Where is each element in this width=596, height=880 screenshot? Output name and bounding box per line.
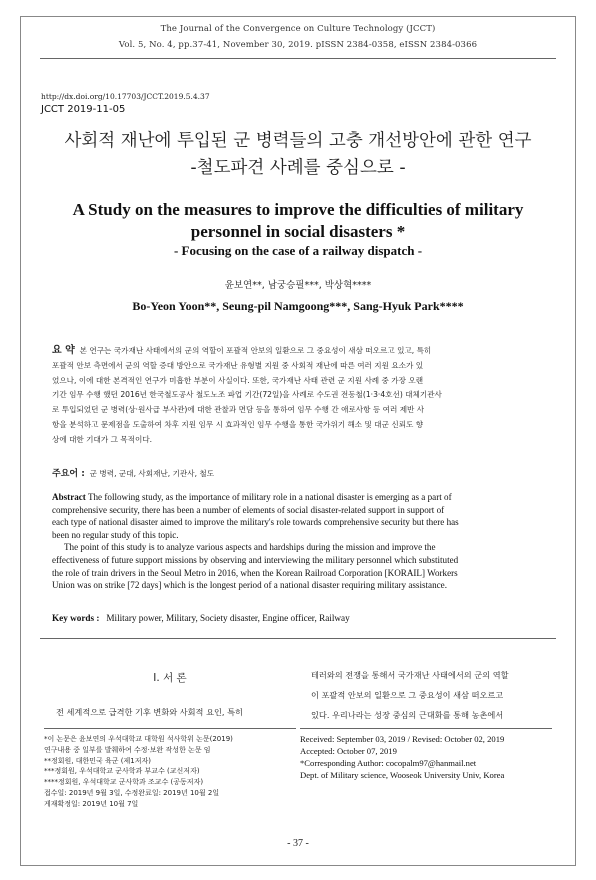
abstract-ko-line: 었으나, 이에 대한 본격적인 연구가 미흡한 부분이 사실이다. 또한, 국가재난 사태 관련 군 지원 사례 중 가장 오랜: [52, 375, 424, 385]
keywords-en-text: Military power, Military, Society disaster, Engine officer, Railway: [106, 613, 350, 623]
abstract-en-line: comprehensive security, there has been a number of elements of social disaster-related support in support of: [52, 504, 445, 515]
article-id: JCCT 2019-11-05: [41, 104, 126, 115]
footnotes: [44, 734, 294, 810]
keywords-ko-label: 주요어 :: [52, 469, 85, 479]
abstract-ko-line: 본 연구는 국가재난 사태에서의 군의 역할이 포괄적 안보의 일환으로 그 중요성이 새삼 떠오르고 있고, 특히: [79, 346, 432, 355]
abstract-en-line: the role of train drivers in the Seoul Metro in 2016, when the Korean Railroad Corporation [KORAIL] Workers: [52, 567, 458, 578]
english-authors: Bo-Yeon Yoon**, Seung-pil Namgoong***, Sang-Hyuk Park****: [132, 299, 464, 313]
abstract-en-line: been no regular study of this topic.: [52, 529, 179, 540]
received-notes: [300, 733, 550, 781]
body-left-column: 전 세계적으로 급격한 기후 변화와 사회적 요인, 특히: [56, 707, 243, 717]
page-number: - 37 -: [287, 838, 309, 849]
english-title-line2: personnel in social disasters *: [190, 222, 406, 241]
english-keywords: [52, 613, 350, 623]
abstract-en-line: The following study, as the importance of military role in a national disaster is emerging as a part of: [87, 492, 452, 502]
footnote-line: ****정회원, 우석대학교 군사학과 조교수 (공동저자): [44, 778, 204, 787]
journal-name: The Journal of the Convergence on Culture Technology (JCCT): [160, 24, 436, 34]
header-divider: [40, 58, 556, 59]
abstract-en-line: Union was on strike [72 days] which is the longest period of a national disaster requiring military assistance.: [52, 580, 447, 591]
received-line: Received: September 03, 2019 / Revised: October 02, 2019: [300, 734, 505, 744]
keywords-ko-text: 군 병력, 군대, 사회재난, 기관사, 철도: [89, 469, 215, 478]
abstract-ko-line: 기간 임무 수행 했던 2016년 한국철도공사 철도노조 파업 기간(72일)을 사례로 수도권 전동철(1·3·4호선) 대체기관사: [52, 390, 442, 400]
english-title-line1: A Study on the measures to improve the difficulties of military: [72, 200, 524, 219]
abstract-divider: [40, 638, 556, 639]
english-abstract: [52, 491, 544, 592]
abstract-en-line: The point of this study is to analyze various aspects and hardships during the mission and improve the: [64, 542, 436, 553]
received-line: Dept. of Military science, Wooseok University Univ, Korea: [300, 770, 505, 780]
korean-title-line2: -철도파견 사례를 중심으로 -: [190, 158, 406, 178]
doi-link[interactable]: http://dx.doi.org/10.17703/JCCT.2019.5.4.37: [41, 92, 210, 101]
abstract-ko-line: 로 투입되었던 군 병력(상·원사급 부사관)에 대한 관찰과 면담 등을 통하여 임무 수행 간 애로사항 등 여러 제반 사: [52, 405, 425, 415]
footnote-line: *이 논문은 윤보연의 우석대학교 대학원 석사학위 논문(2019): [44, 735, 233, 743]
received-line: Accepted: October 07, 2019: [300, 746, 397, 756]
corresponding-author-line[interactable]: *Corresponding Author: cocopalm97@hanmail.net: [300, 758, 477, 768]
section-title: Ⅰ. 서 론: [153, 672, 187, 684]
body-right-line: 이 포괄적 안보의 일환으로 그 중요성이 새삼 떠오르고: [311, 690, 504, 700]
footnote-divider-right: [300, 728, 552, 729]
body-right-column: [311, 665, 553, 725]
abstract-ko-label: 요 약: [52, 345, 75, 356]
abstract-ko-line: 포괄적 안보 측면에서 군의 역할 증대 방안으로 국가재난 유형별 지원 중 사회적 재난에 따른 여러 지원 요소가 있: [52, 360, 424, 370]
korean-abstract: [52, 344, 542, 448]
footnote-divider-left: [44, 728, 296, 729]
keywords-en-label: Key words :: [52, 613, 100, 623]
footnote-line: 게재확정일: 2019년 10월 7일: [44, 799, 139, 808]
body-right-line: 테러와의 전쟁을 통해서 국가재난 사태에서의 군의 역할: [311, 670, 509, 680]
english-subtitle: - Focusing on the case of a railway dispatch -: [173, 243, 423, 258]
korean-title-line1: 사회적 재난에 투입된 군 병력들의 고충 개선방안에 관한 연구: [64, 131, 532, 151]
korean-keywords: [52, 466, 214, 479]
body-right-line: 있다. 우리나라는 성장 중심의 근대화를 통해 농촌에서: [311, 710, 504, 720]
korean-authors: 윤보연**, 남궁승필***, 박상혁****: [224, 280, 372, 291]
footnote-line: **정회원, 대한민국 육군 (제1저자): [44, 756, 151, 765]
footnote-line: 접수일: 2019년 9월 3일, 수정완료일: 2019년 10월 2일: [44, 788, 220, 797]
footnote-line: ***정회원, 우석대학교 군사학과 부교수 (교신저자): [44, 767, 200, 776]
abstract-ko-line: 항을 분석하고 문제점을 도출하여 차후 지원 임무 시 효과적인 임무 수행을 통한 국가위기 해소 및 대군 신뢰도 향: [52, 419, 424, 429]
abstract-ko-line: 상에 대한 기대가 그 목적이다.: [52, 434, 153, 444]
footnote-line: 연구내용 중 일부를 발췌하여 수정·보완 작성한 논문 임: [44, 745, 211, 754]
abstract-en-line: each type of national disaster aimed to improve the military's role towards comprehensive security but there has: [52, 517, 459, 528]
abstract-en-label: Abstract: [52, 492, 86, 502]
abstract-en-line: effectiveness of future support missions by observing and interviewing the military personnel which substituted: [52, 554, 459, 565]
journal-issue: Vol. 5, No. 4, pp.37-41, November 30, 2019. pISSN 2384-0358, eISSN 2384-0366: [118, 40, 478, 50]
